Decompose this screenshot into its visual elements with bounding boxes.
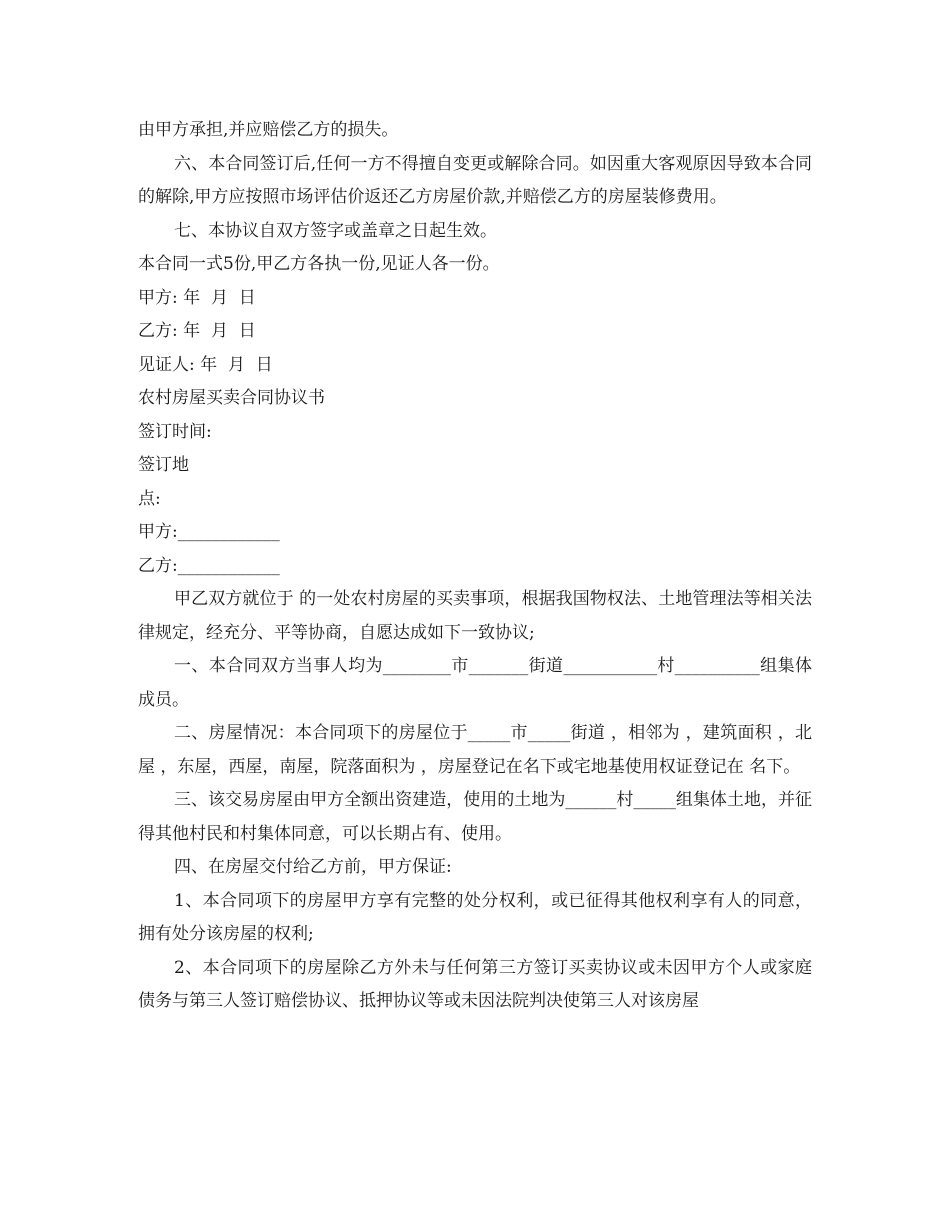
document-body — [138, 114, 812, 1019]
paragraph-0: 由甲方承担,并应赔偿乙方的损失。 — [138, 120, 399, 140]
signing-place-2: 点: — [138, 488, 161, 509]
signing-time: 签订时间: — [138, 421, 212, 442]
paragraph-clause-6: 六、本合同签订后,任何一方不得擅自变更或解除合同。如因重大客观原因导致本合同的解除,甲方应按照市场评估价返还乙方房屋价款,并赔偿乙方的房屋装修费用。 — [138, 153, 812, 207]
document-title: 农村房屋买卖合同协议书 — [138, 388, 325, 408]
paragraph-article-4: 四、在房屋交付给乙方前，甲方保证: — [174, 857, 452, 877]
signature-witness: 见证人: 年 月 日 — [138, 354, 273, 375]
paragraph-article-1: 一、本合同双方当事人均为________市_______街道___________村__________组集体成员。 — [138, 656, 812, 710]
paragraph-clause-7: 七、本协议自双方签字或盖章之日起生效。 — [174, 220, 497, 241]
paragraph-article-2: 二、房屋情况：本合同项下的房屋位于_____市_____街道 ，相邻为 ，建筑面积 ，北屋 ，东屋，西屋，南屋，院落面积为 ，房屋登记在名下或宅地基使用权证登记在 名下。 — [138, 723, 812, 777]
paragraph-item-2: 2、本合同项下的房屋除乙方外未与任何第三方签订买卖协议或未因甲方个人或家庭债务与第三人签订赔偿协议、抵押协议等或未因法院判决使第三人对该房屋 — [138, 957, 812, 1011]
paragraph-preamble: 甲乙双方就位于 的一处农村房屋的买卖事项，根据我国物权法、土地管理法等相关法律规定，经充分、平等协商，自愿达成如下一致协议; — [138, 589, 812, 643]
signature-party-b: 乙方: 年 月 日 — [138, 321, 256, 341]
party-b-field: 乙方:____________ — [138, 555, 280, 576]
party-a-field: 甲方:____________ — [138, 522, 280, 542]
paragraph-article-3: 三、该交易房屋由甲方全额出资建造，使用的土地为______村_____组集体土地，并征得其他村民和村集体同意，可以长期占有、使用。 — [138, 790, 812, 844]
signing-place-1: 签订地 — [138, 455, 189, 475]
paragraph-copies: 本合同一式5份,甲乙方各执一份,见证人各一份。 — [138, 254, 500, 274]
signature-party-a: 甲方: 年 月 日 — [138, 287, 256, 308]
paragraph-item-1: 1、本合同项下的房屋甲方享有完整的处分权利，或已征得其他权利享有人的同意，拥有处分该房屋的权利; — [138, 890, 812, 944]
